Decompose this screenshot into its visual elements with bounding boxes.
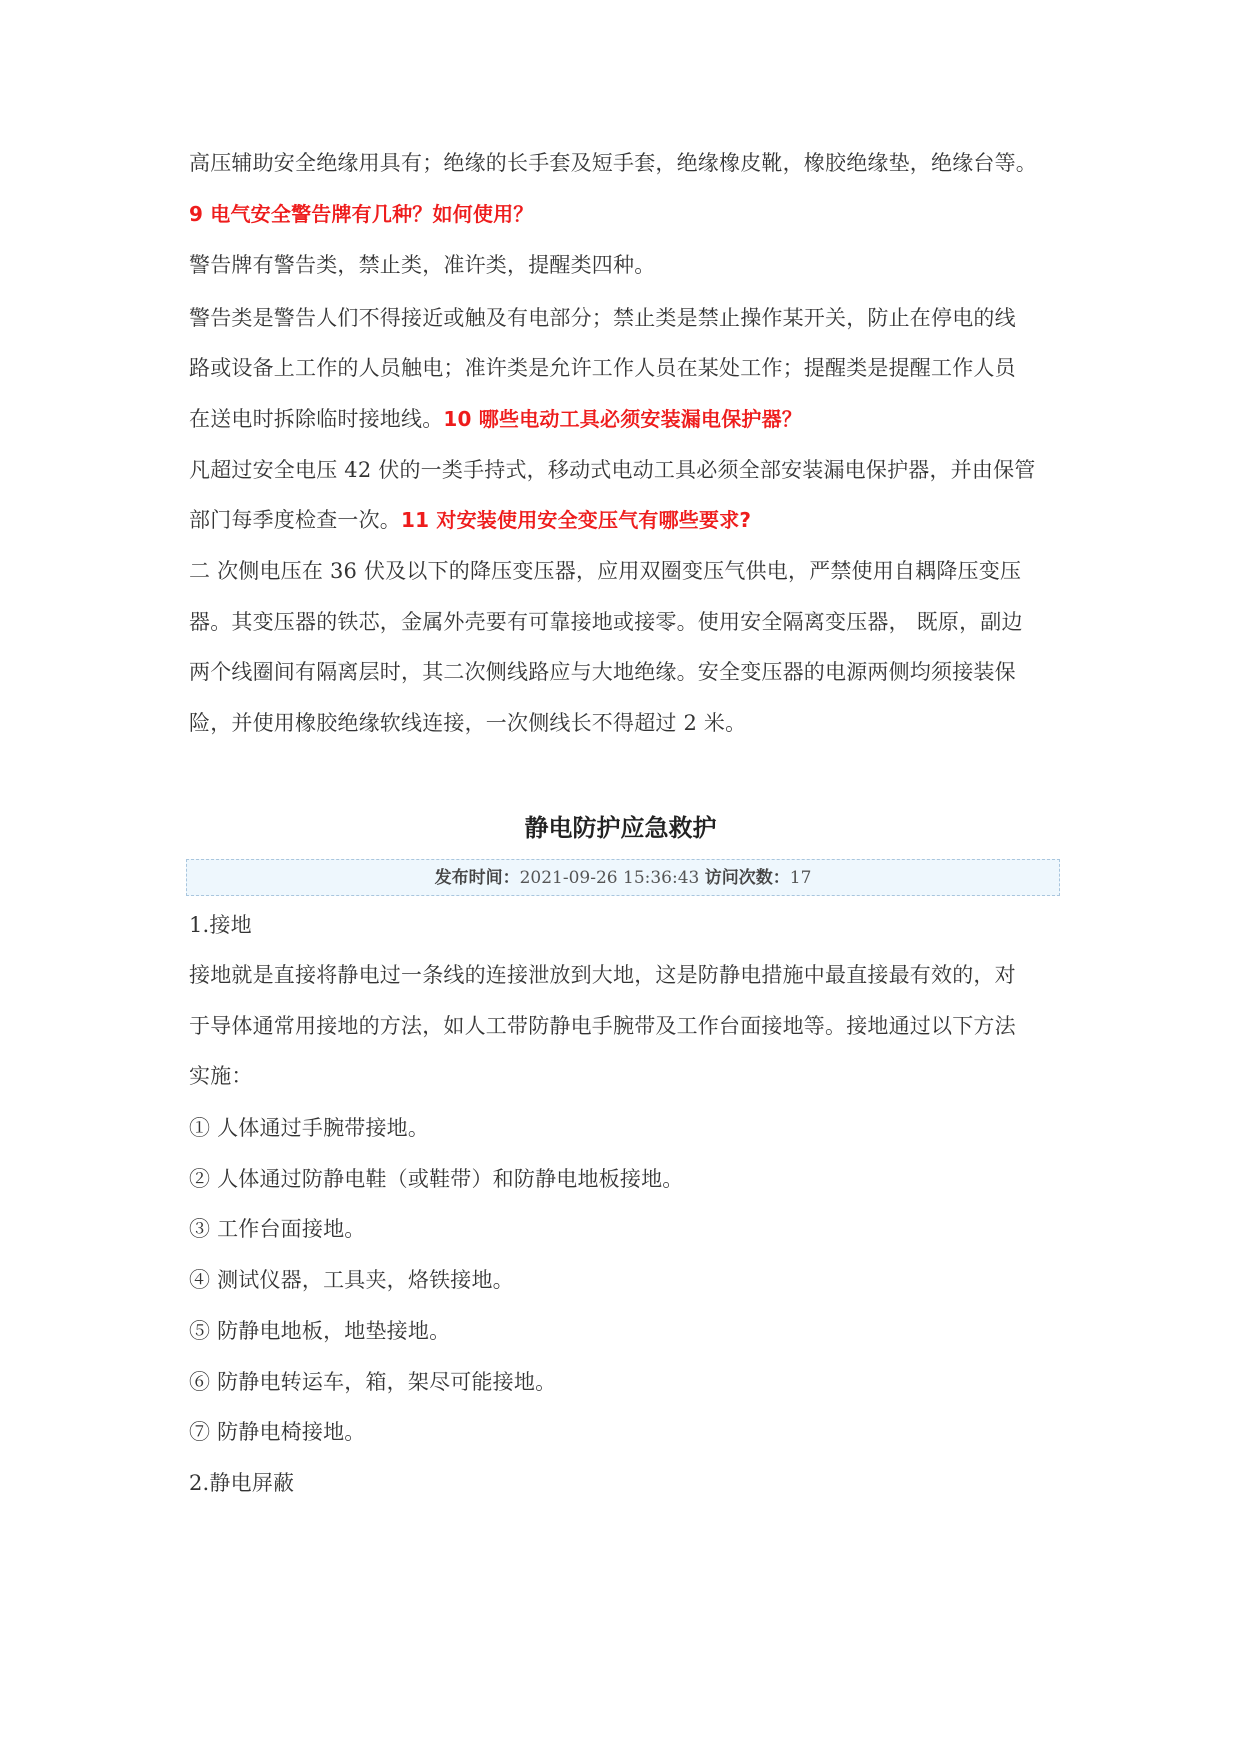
paragraph-text: 部门每季度检查一次。 bbox=[189, 508, 401, 532]
visit-count-value: 17 bbox=[789, 868, 812, 888]
paragraph-line: 凡超过安全电压 42 伏的一类手持式，移动式电动工具必须全部安装漏电保护器，并由保管 bbox=[189, 458, 1036, 482]
section-heading: 1.接地 bbox=[189, 913, 252, 937]
paragraph-line: 于导体通常用接地的方法，如人工带防静电手腕带及工作台面接地等。接地通过以下方法 bbox=[189, 1014, 1016, 1038]
paragraph-line: 警告类是警告人们不得接近或触及有电部分；禁止类是禁止操作某开关，防止在停电的线 bbox=[189, 306, 1016, 330]
list-item: ④ 测试仪器，工具夹，烙铁接地。 bbox=[189, 1268, 514, 1292]
paragraph-line: 两个线圈间有隔离层时，其二次侧线路应与大地绝缘。安全变压器的电源两侧均须接装保 bbox=[189, 660, 1016, 684]
list-item: ① 人体通过手腕带接地。 bbox=[189, 1116, 430, 1140]
question-heading-10: 10 哪些电动工具必须安装漏电保护器？ bbox=[443, 407, 803, 431]
list-item: ② 人体通过防静电鞋（或鞋带）和防静电地板接地。 bbox=[189, 1167, 684, 1191]
list-item: ⑦ 防静电椅接地。 bbox=[189, 1420, 366, 1444]
paragraph-line: 器。其变压器的铁芯，金属外壳要有可靠接地或接零。使用安全隔离变压器， 既原，副边 bbox=[189, 610, 1023, 634]
paragraph-line: 警告牌有警告类，禁止类，准许类，提醒类四种。 bbox=[189, 253, 656, 277]
paragraph-line bbox=[189, 404, 1069, 434]
paragraph-line: 接地就是直接将静电过一条线的连接泄放到大地，这是防静电措施中最直接最有效的，对 bbox=[189, 963, 1016, 987]
paragraph-line: 实施： bbox=[189, 1064, 253, 1088]
question-heading-9: 9 电气安全警告牌有几种？如何使用？ bbox=[189, 202, 534, 226]
publish-time-label: 发布时间： bbox=[434, 868, 520, 888]
article-meta bbox=[186, 859, 1060, 896]
list-item: ③ 工作台面接地。 bbox=[189, 1217, 366, 1241]
visit-count-label: 访问次数： bbox=[704, 868, 790, 888]
list-item: ⑥ 防静电转运车，箱，架尽可能接地。 bbox=[189, 1370, 557, 1394]
paragraph-text: 在送电时拆除临时接地线。 bbox=[189, 407, 444, 431]
publish-time-value: 2021-09-26 15:36:43 bbox=[519, 868, 700, 888]
paragraph-line bbox=[189, 505, 1069, 535]
paragraph-line: 二 次侧电压在 36 伏及以下的降压变压器，应用双圈变压气供电，严禁使用自耦降压变压 bbox=[189, 559, 1022, 583]
article-title: 静电防护应急救护 bbox=[524, 814, 717, 842]
question-heading-11: 11 对安装使用安全变压气有哪些要求? bbox=[401, 508, 752, 532]
section-heading: 2.静电屏蔽 bbox=[189, 1471, 295, 1495]
list-item: ⑤ 防静电地板，地垫接地。 bbox=[189, 1319, 451, 1343]
paragraph-line: 险，并使用橡胶绝缘软线连接，一次侧线长不得超过 2 米。 bbox=[189, 711, 747, 735]
paragraph-line: 路或设备上工作的人员触电；准许类是允许工作人员在某处工作；提醒类是提醒工作人员 bbox=[189, 356, 1016, 380]
paragraph-line: 高压辅助安全绝缘用具有；绝缘的长手套及短手套，绝缘橡皮靴，橡胶绝缘垫，绝缘台等。 bbox=[189, 151, 1037, 175]
